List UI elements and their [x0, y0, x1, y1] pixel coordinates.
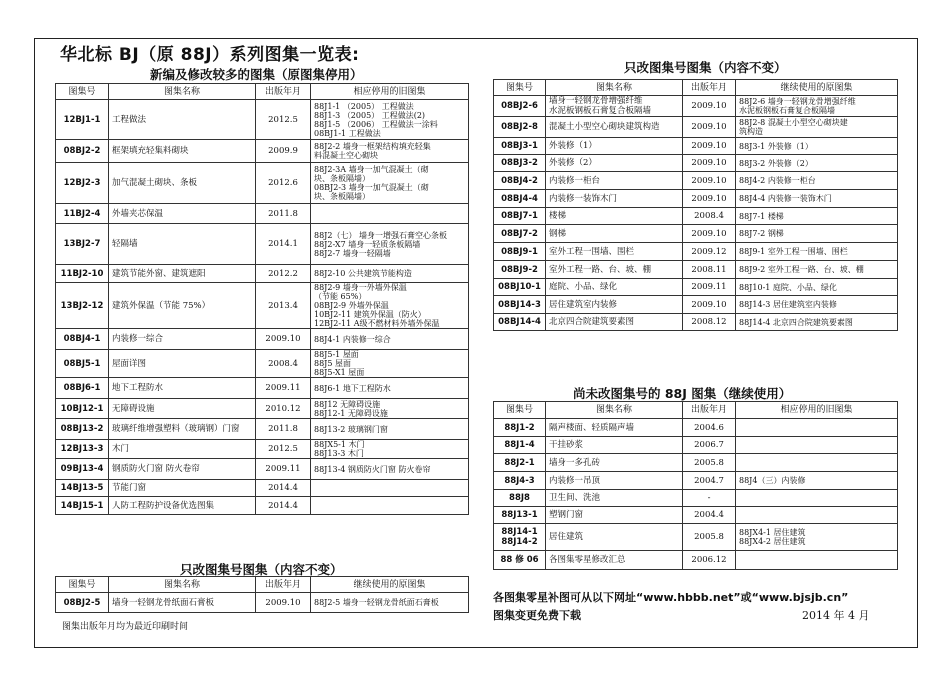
- related-old-atlas: 88J2-9 墙身一外墙外保温 （节能 65%） 08BJ2-9 外墙外保温 10BJ2-11 建筑外保温（防火） 12BJ2-11 A级不燃材料外墙外保温: [311, 283, 469, 329]
- related-old-atlas: 88J2-8 混凝土小型空心砌块建 筑构造: [736, 117, 898, 138]
- atlas-name: 各图集零星修改汇总: [546, 551, 683, 570]
- publish-date: 2009.10: [683, 117, 736, 138]
- table-row: [56, 140, 469, 163]
- table-row: [494, 96, 898, 117]
- atlas-number: 08BJ2-2: [56, 140, 109, 163]
- table-new-atlases: [55, 83, 469, 515]
- column-header: 图集号: [56, 577, 109, 593]
- table-row: [494, 507, 898, 524]
- atlas-name: 庭院、小品、绿化: [546, 279, 683, 296]
- related-old-atlas: 88J4-1 内装修一综合: [311, 329, 469, 350]
- column-header: 继续使用的原图集: [311, 577, 469, 593]
- column-header: 图集名称: [109, 84, 256, 100]
- related-old-atlas: 88J7-1 楼梯: [736, 208, 898, 225]
- atlas-name: 建筑外保温（节能 75%）: [109, 283, 256, 329]
- atlas-name: 内装修一装饰木门: [546, 190, 683, 208]
- publish-date: 2009.10: [256, 593, 311, 613]
- publish-date: 2009.10: [683, 155, 736, 172]
- table-row: [56, 593, 469, 613]
- related-old-atlas: 88J4-2 内装修一柜台: [736, 172, 898, 190]
- publish-date: 2009.10: [683, 225, 736, 243]
- table-row: [494, 190, 898, 208]
- publish-date: 2011.8: [256, 204, 311, 224]
- atlas-number: 13BJ2-7: [56, 224, 109, 265]
- publish-date: 2013.4: [256, 283, 311, 329]
- atlas-name: 墙身一轻钢龙骨纸面石膏板: [109, 593, 256, 613]
- issue-date: 2014 年 4 月: [802, 609, 870, 622]
- atlas-name: 内装修一柜台: [546, 172, 683, 190]
- atlas-number: 88J14-1 88J14-2: [494, 524, 546, 551]
- section-unchanged-title: 尚未改图集号的 88J 图集（继续使用）: [573, 386, 792, 401]
- atlas-name: 混凝土小型空心砌块建筑构造: [546, 117, 683, 138]
- atlas-name: 墙身一轻钢龙骨增强纤维 水泥板钢板石膏复合板隔墙: [546, 96, 683, 117]
- atlas-number: 09BJ13-4: [56, 459, 109, 480]
- table-unchanged-88j: [493, 401, 898, 570]
- table-row: [494, 155, 898, 172]
- table-row: [494, 524, 898, 551]
- atlas-name: 内装修一吊顶: [546, 472, 683, 490]
- table-row: [56, 329, 469, 350]
- atlas-number: 08BJ3-1: [494, 138, 546, 155]
- publish-date: 2009.12: [683, 243, 736, 261]
- publish-date: 2009.10: [256, 329, 311, 350]
- related-old-atlas: [736, 437, 898, 454]
- table-row: [494, 261, 898, 279]
- related-old-atlas: 88J5-1 屋面 88J5 屋面 88J5-X1 屋面: [311, 350, 469, 378]
- atlas-name: 无障碍设施: [109, 399, 256, 419]
- column-header: 图集号: [494, 402, 546, 419]
- atlas-number: 08BJ7-1: [494, 208, 546, 225]
- atlas-number: 08BJ6-1: [56, 378, 109, 399]
- atlas-number: 88J2-1: [494, 454, 546, 472]
- publish-date: 2008.12: [683, 314, 736, 331]
- atlas-name: 墙身一多孔砖: [546, 454, 683, 472]
- table-row: [56, 350, 469, 378]
- atlas-number: 88 修 06: [494, 551, 546, 570]
- related-old-atlas: 88J6-1 地下工程防水: [311, 378, 469, 399]
- table-header-row: [494, 80, 898, 96]
- atlas-name: 外装修（1）: [546, 138, 683, 155]
- publish-date: 2009.11: [683, 279, 736, 296]
- publish-date: 2011.8: [256, 419, 311, 440]
- atlas-name: 外装修（2）: [546, 155, 683, 172]
- table-row: [56, 163, 469, 204]
- atlas-number: 88J13-1: [494, 507, 546, 524]
- table-row: [494, 279, 898, 296]
- section-new-title: 新编及修改较多的图集（原图集停用）: [150, 67, 363, 82]
- atlas-name: 木门: [109, 440, 256, 459]
- atlas-number: 08BJ10-1: [494, 279, 546, 296]
- atlas-number: 12BJ1-1: [56, 100, 109, 140]
- publish-date: 2010.12: [256, 399, 311, 419]
- column-header: 相应停用的旧图集: [311, 84, 469, 100]
- publish-date: 2005.8: [683, 454, 736, 472]
- related-old-atlas: 88J2-5 墙身一轻钢龙骨纸面石膏板: [311, 593, 469, 613]
- atlas-name: 卫生间、洗池: [546, 490, 683, 507]
- footer-download-line: 各图集零星补图可从以下网址“www.hbbb.net”或“www.bjsjb.cn”: [493, 591, 849, 604]
- atlas-number: 08BJ2-5: [56, 593, 109, 613]
- column-header: 继续使用的原图集: [736, 80, 898, 96]
- publish-date: 2012.5: [256, 100, 311, 140]
- atlas-number: 08BJ4-1: [56, 329, 109, 350]
- table-row: [56, 378, 469, 399]
- atlas-name: 室外工程一围墙、围栏: [546, 243, 683, 261]
- atlas-number: 08BJ9-1: [494, 243, 546, 261]
- related-old-atlas: [311, 480, 469, 497]
- related-old-atlas: 88J12 无障碍设施 88J12-1 无障碍设施: [311, 399, 469, 419]
- related-old-atlas: 88J9-1 室外工程一围墙、围栏: [736, 243, 898, 261]
- publish-date: 2004.7: [683, 472, 736, 490]
- atlas-number: 12BJ13-3: [56, 440, 109, 459]
- atlas-number: 12BJ2-3: [56, 163, 109, 204]
- publish-date: 2008.4: [256, 350, 311, 378]
- table-row: [494, 225, 898, 243]
- atlas-name: 屋面详图: [109, 350, 256, 378]
- related-old-atlas: 88J13-2 玻璃钢门窗: [311, 419, 469, 440]
- publish-date: 2006.7: [683, 437, 736, 454]
- related-old-atlas: 88JX5-1 木门 88J13-3 木门: [311, 440, 469, 459]
- column-header: 相应停用的旧图集: [736, 402, 898, 419]
- table-header-row: [494, 402, 898, 419]
- publish-date: 2008.11: [683, 261, 736, 279]
- publish-date: 2004.4: [683, 507, 736, 524]
- table-row: [494, 490, 898, 507]
- related-old-atlas: [736, 507, 898, 524]
- table-header-row: [56, 84, 469, 100]
- table-row: [494, 138, 898, 155]
- related-old-atlas: 88J14-3 居住建筑室内装修: [736, 296, 898, 314]
- related-old-atlas: [736, 419, 898, 437]
- table-row: [494, 208, 898, 225]
- footer-download-line-2: 图集变更免费下载: [493, 609, 581, 622]
- column-header: 图集号: [494, 80, 546, 96]
- table-row: [56, 440, 469, 459]
- atlas-number: 08BJ4-2: [494, 172, 546, 190]
- table-renumbered-left: [55, 576, 469, 613]
- table-row: [494, 472, 898, 490]
- atlas-name: 室外工程一路、台、坡、棚: [546, 261, 683, 279]
- related-old-atlas: 88J3-2 外装修（2）: [736, 155, 898, 172]
- atlas-name: 居住建筑室内装修: [546, 296, 683, 314]
- publish-date: 2009.10: [683, 190, 736, 208]
- table-row: [56, 283, 469, 329]
- table-row: [494, 296, 898, 314]
- atlas-name: 轻隔墙: [109, 224, 256, 265]
- table-row: [494, 172, 898, 190]
- atlas-number: 08BJ7-2: [494, 225, 546, 243]
- table-row: [56, 399, 469, 419]
- atlas-name: 居住建筑: [546, 524, 683, 551]
- publish-date: 2009.10: [683, 96, 736, 117]
- publish-date: 2009.10: [683, 138, 736, 155]
- related-old-atlas: 88J4（三）内装修: [736, 472, 898, 490]
- atlas-number: 14BJ15-1: [56, 497, 109, 515]
- atlas-name: 北京四合院建筑要素图: [546, 314, 683, 331]
- atlas-name: 框架填充轻集料砌块: [109, 140, 256, 163]
- atlas-number: 08BJ5-1: [56, 350, 109, 378]
- related-old-atlas: 88J14-4 北京四合院建筑要素图: [736, 314, 898, 331]
- table-row: [494, 419, 898, 437]
- table-row: [56, 459, 469, 480]
- atlas-name: 内装修一综合: [109, 329, 256, 350]
- section-renum-left-title: 只改图集号图集（内容不变）: [180, 562, 343, 577]
- column-header: 出版年月: [683, 80, 736, 96]
- atlas-name: 人防工程防护设备优选图集: [109, 497, 256, 515]
- atlas-name: 加气混凝土砌块、条板: [109, 163, 256, 204]
- table-row: [494, 243, 898, 261]
- column-header: 图集名称: [546, 80, 683, 96]
- table-row: [56, 204, 469, 224]
- atlas-number: 88J1-4: [494, 437, 546, 454]
- atlas-name: 工程做法: [109, 100, 256, 140]
- table-row: [494, 117, 898, 138]
- table-row: [494, 551, 898, 570]
- atlas-number: 11BJ2-10: [56, 265, 109, 283]
- publish-date: 2006.12: [683, 551, 736, 570]
- publish-date: 2009.10: [683, 296, 736, 314]
- atlas-name: 楼梯: [546, 208, 683, 225]
- publish-date: 2009.10: [683, 172, 736, 190]
- atlas-name: 隔声楼面、轻质隔声墙: [546, 419, 683, 437]
- publish-date: 2009.11: [256, 459, 311, 480]
- table-row: [56, 224, 469, 265]
- publish-date: 2009.11: [256, 378, 311, 399]
- related-old-atlas: 88J9-2 室外工程一路、台、坡、棚: [736, 261, 898, 279]
- table-row: [494, 314, 898, 331]
- related-old-atlas: 88J2-6 墙身一轻钢龙骨增强纤维 水泥板钢板石膏复合板隔墙: [736, 96, 898, 117]
- atlas-name: 塑钢门窗: [546, 507, 683, 524]
- column-header: 图集名称: [546, 402, 683, 419]
- related-old-atlas: [736, 454, 898, 472]
- atlas-number: 08BJ3-2: [494, 155, 546, 172]
- atlas-number: 11BJ2-4: [56, 204, 109, 224]
- related-old-atlas: 88J13-4 钢质防火门窗 防火卷帘: [311, 459, 469, 480]
- atlas-name: 钢梯: [546, 225, 683, 243]
- related-old-atlas: 88J2-3A 墙身一加气混凝土（砌 块、条板隔墙） 08BJ2-3 墙身一加气混凝土（砌 块、条板隔墙）: [311, 163, 469, 204]
- publish-date: -: [683, 490, 736, 507]
- atlas-number: 88J1-2: [494, 419, 546, 437]
- related-old-atlas: 88JX4-1 居住建筑 88JX4-2 居住建筑: [736, 524, 898, 551]
- publish-date: 2014.1: [256, 224, 311, 265]
- related-old-atlas: 88J2-10 公共建筑节能构造: [311, 265, 469, 283]
- publish-date: 2012.2: [256, 265, 311, 283]
- section-renum-right-title: 只改图集号图集（内容不变）: [624, 60, 787, 75]
- atlas-name: 建筑节能外窗、建筑遮阳: [109, 265, 256, 283]
- table-row: [56, 100, 469, 140]
- atlas-number: 13BJ2-12: [56, 283, 109, 329]
- related-old-atlas: 88J10-1 庭院、小品、绿化: [736, 279, 898, 296]
- related-old-atlas: 88J7-2 钢梯: [736, 225, 898, 243]
- table-row: [56, 497, 469, 515]
- column-header: 图集名称: [109, 577, 256, 593]
- atlas-number: 88J4-3: [494, 472, 546, 490]
- table-row: [56, 480, 469, 497]
- related-old-atlas: 88J3-1 外装修（1）: [736, 138, 898, 155]
- atlas-number: 08BJ9-2: [494, 261, 546, 279]
- publish-date: 2014.4: [256, 497, 311, 515]
- related-old-atlas: 88J4-4 内装修一装饰木门: [736, 190, 898, 208]
- atlas-name: 玻璃纤维增强塑料（玻璃钢）门窗: [109, 419, 256, 440]
- column-header: 图集号: [56, 84, 109, 100]
- column-header: 出版年月: [683, 402, 736, 419]
- atlas-number: 08BJ2-8: [494, 117, 546, 138]
- related-old-atlas: 88J2（七） 墙身一增强石膏空心条板 88J2-X7 墙身一轻质条板隔墙 88J2-7 墙身一轻隔墙: [311, 224, 469, 265]
- table-row: [56, 265, 469, 283]
- table-header-row: [56, 577, 469, 593]
- publish-date: 2014.4: [256, 480, 311, 497]
- atlas-number: 10BJ12-1: [56, 399, 109, 419]
- column-header: 出版年月: [256, 84, 311, 100]
- publish-date: 2008.4: [683, 208, 736, 225]
- related-old-atlas: [736, 490, 898, 507]
- atlas-number: 08BJ4-4: [494, 190, 546, 208]
- publish-date: 2012.5: [256, 440, 311, 459]
- atlas-name: 钢质防火门窗 防火卷帘: [109, 459, 256, 480]
- publish-date: 2012.6: [256, 163, 311, 204]
- related-old-atlas: [311, 204, 469, 224]
- publish-date-note: 图集出版年月均为最近印刷时间: [62, 622, 189, 632]
- related-old-atlas: [736, 551, 898, 570]
- related-old-atlas: [311, 497, 469, 515]
- atlas-number: 14BJ13-5: [56, 480, 109, 497]
- publish-date: 2005.8: [683, 524, 736, 551]
- atlas-number: 08BJ14-4: [494, 314, 546, 331]
- table-row: [494, 437, 898, 454]
- page-title: 华北标 BJ（原 88J）系列图集一览表:: [60, 45, 360, 65]
- related-old-atlas: 88J1-1 （2005） 工程做法 88J1-3 （2005） 工程做法(2) 88J1-5 （2006） 工程做法一涂料 08BJ1-1 工程做法: [311, 100, 469, 140]
- atlas-name: 干挂砂浆: [546, 437, 683, 454]
- table-row: [494, 454, 898, 472]
- table-row: [56, 419, 469, 440]
- atlas-number: 08BJ13-2: [56, 419, 109, 440]
- related-old-atlas: 88J2-2 墙身一框架结构填充轻集 料混凝土空心砌块: [311, 140, 469, 163]
- column-header: 出版年月: [256, 577, 311, 593]
- atlas-name: 外墙夹芯保温: [109, 204, 256, 224]
- atlas-name: 节能门窗: [109, 480, 256, 497]
- atlas-number: 88J8: [494, 490, 546, 507]
- publish-date: 2009.9: [256, 140, 311, 163]
- atlas-number: 08BJ14-3: [494, 296, 546, 314]
- atlas-name: 地下工程防水: [109, 378, 256, 399]
- atlas-number: 08BJ2-6: [494, 96, 546, 117]
- table-renumbered-right: [493, 79, 898, 331]
- publish-date: 2004.6: [683, 419, 736, 437]
